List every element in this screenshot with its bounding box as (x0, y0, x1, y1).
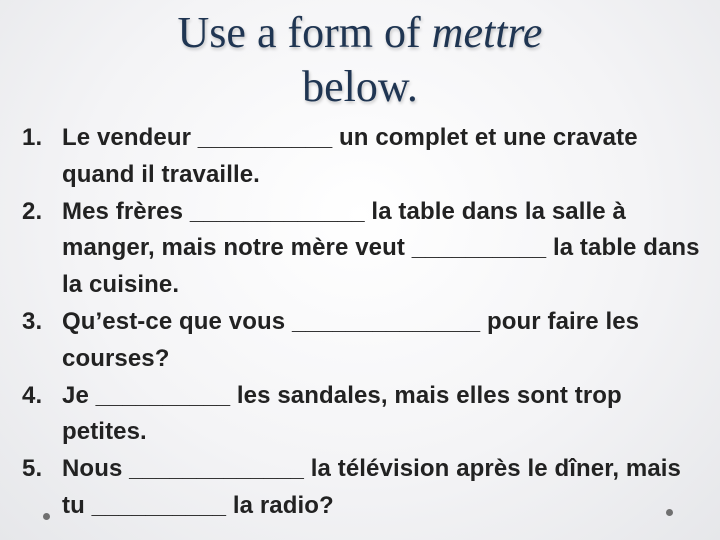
exercise-item-4 (22, 378, 702, 452)
item-text: Nous _____________ la télévision après le dîner, mais tu __________ la radio? (62, 455, 681, 519)
slide-title (0, 6, 720, 114)
item-number: 5. (22, 455, 43, 483)
item-number: 1. (22, 124, 43, 151)
decorative-dot-right (666, 509, 673, 516)
item-text: Je __________ les sandales, mais elles sont trop petites. (62, 381, 622, 446)
title-prefix: Use a form of (177, 8, 432, 57)
exercise-item-3 (22, 304, 702, 378)
item-number: 2. (22, 197, 43, 225)
exercise-item-2 (22, 194, 702, 304)
title-line-1 (0, 6, 720, 60)
decorative-dot-left (43, 513, 50, 520)
item-text: Le vendeur __________ un complet et une cravate quand il travaille. (62, 124, 638, 188)
exercise-list (22, 120, 702, 525)
item-text: Qu’est-ce que vous ______________ pour faire les courses? (62, 307, 640, 372)
title-emphasis: mettre (431, 8, 543, 57)
item-number: 4. (22, 381, 43, 409)
exercise-item-5 (22, 451, 702, 525)
exercise-item-1 (22, 120, 702, 194)
item-number: 3. (22, 307, 43, 335)
item-text: Mes frères _____________ la table dans la salle à manger, mais notre mère veut __________ la table dans la cuisine. (62, 197, 700, 299)
title-line-2: below. (302, 62, 418, 111)
